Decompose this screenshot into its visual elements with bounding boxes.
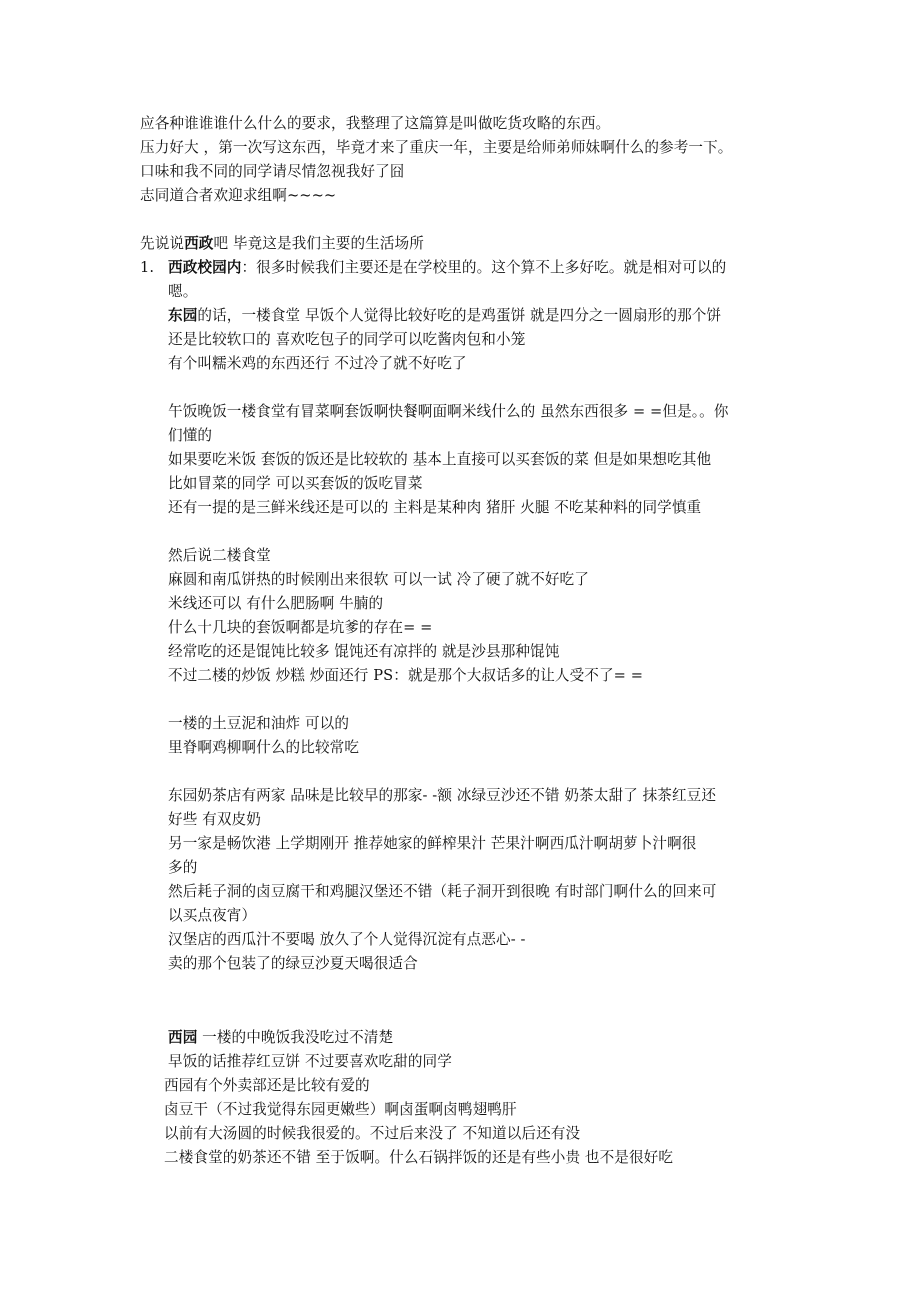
east-line-9: 然后说二楼食堂 — [168, 547, 271, 564]
list-item-desc: ：很多时候我们主要还是在学校里的。这个算不上多好吃。就是相对可以的 — [241, 259, 727, 276]
east-line-3: 有个叫糯米鸡的东西还行 不过冷了就不好吃了 — [168, 355, 467, 372]
west-line-1-text: 一楼的中晚饭我没吃过不清楚 — [197, 1029, 394, 1046]
intro-line-1: 应各种谁谁谁什么什么的要求，我整理了这篇算是叫做吃货攻略的东西。 — [140, 115, 611, 132]
east-line-11: 米线还可以 有什么肥肠啊 牛腩的 — [168, 595, 384, 612]
east-line-17: 东园奶茶店有两家 品味是比较早的那家- -额 冰绿豆沙还不错 奶茶太甜了 抹茶红豆还 — [168, 787, 717, 804]
east-line-13: 经常吃的还是馄饨比较多 馄饨还有凉拌的 就是沙县那种馄饨 — [168, 643, 560, 660]
east-line-19: 另一家是畅饮港 上学期刚开 推荐她家的鲜榨果汁 芒果汁啊西瓜汁啊胡萝卜汁啊很 — [168, 835, 697, 852]
section-heading — [140, 234, 424, 254]
east-line-8: 还有一提的是三鲜米线还是可以的 主料是某种肉 猪肝 火腿 不吃某种料的同学慎重 — [168, 499, 702, 516]
east-line-5: 们懂的 — [168, 427, 213, 444]
intro-line-3: 口味和我不同的同学请尽情忽视我好了囧 — [140, 163, 405, 180]
west-line-2: 早饭的话推荐红豆饼 不过要喜欢吃甜的同学 — [168, 1053, 452, 1070]
west-line-3: 西园有个外卖部还是比较有爱的 — [164, 1077, 370, 1094]
east-line-1 — [168, 306, 721, 326]
list-item-number: 1. — [140, 259, 155, 276]
west-garden-name: 西园 — [168, 1029, 198, 1046]
east-line-21: 然后耗子洞的卤豆腐干和鸡腿汉堡还不错（耗子洞开到很晚 有时部门啊什么的回来可 — [168, 883, 717, 900]
east-line-15: 一楼的土豆泥和油炸 可以的 — [168, 715, 350, 732]
intro-line-2: 压力好大 ，第一次写这东西，毕竟才来了重庆一年，主要是给师弟师妹啊什么的参考一下。 — [140, 139, 733, 156]
east-line-23: 汉堡店的西瓜汁不要喝 放久了个人觉得沉淀有点恶心- - — [168, 931, 526, 948]
east-line-10: 麻圆和南瓜饼热的时候刚出来很软 可以一试 冷了硬了就不好吃了 — [168, 571, 589, 588]
east-garden-name: 东园 — [168, 307, 198, 324]
east-line-1-text: 的话，一楼食堂 早饭个人觉得比较好吃的是鸡蛋饼 就是四分之一圆扇形的那个饼 — [197, 307, 722, 324]
east-line-22: 以买点夜宵） — [168, 907, 257, 924]
east-line-6: 如果要吃米饭 套饭的饭还是比较软的 基本上直接可以买套饭的菜 但是如果想吃其他 — [168, 451, 712, 468]
east-line-12: 什么十几块的套饭啊都是坑爹的存在= = — [168, 619, 433, 636]
west-line-6: 二楼食堂的奶茶还不错 至于饭啊。什么石锅拌饭的还是有些小贵 也不是很好吃 — [164, 1149, 674, 1166]
east-line-14: 不过二楼的炒饭 炒糕 炒面还行 PS：就是那个大叔话多的让人受不了= = — [168, 667, 644, 684]
west-line-5: 以前有大汤圆的时候我很爱的。不过后来没了 不知道以后还有没 — [164, 1125, 581, 1142]
section-heading-bold: 西政 — [184, 235, 214, 252]
east-line-2: 还是比较软口的 喜欢吃包子的同学可以吃酱肉包和小笼 — [168, 331, 526, 348]
intro-line-4: 志同道合者欢迎求组啊~~~~ — [140, 187, 337, 204]
list-item-desc-cont: 嗯。 — [168, 283, 198, 300]
west-line-4: 卤豆干（不过我觉得东园更嫩些）啊卤蛋啊卤鸭翅鸭肝 — [164, 1101, 517, 1118]
west-line-1 — [168, 1028, 393, 1048]
list-item-title: 西政校园内 — [168, 259, 242, 276]
east-line-18: 好些 有双皮奶 — [168, 811, 261, 828]
east-line-20: 多的 — [168, 859, 198, 876]
section-heading-pre: 先说说 — [140, 235, 185, 252]
list-item-1 — [168, 258, 726, 278]
section-heading-post: 吧 毕竟这是我们主要的生活场所 — [213, 235, 424, 252]
east-line-7: 比如冒菜的同学 可以买套饭的饭吃冒菜 — [168, 475, 423, 492]
east-line-16: 里脊啊鸡柳啊什么的比较常吃 — [168, 739, 360, 756]
east-line-24: 卖的那个包装了的绿豆沙夏天喝很适合 — [168, 955, 418, 972]
east-line-4: 午饭晚饭一楼食堂有冒菜啊套饭啊快餐啊面啊米线什么的 虽然东西很多 = =但是。。你 — [168, 403, 729, 420]
